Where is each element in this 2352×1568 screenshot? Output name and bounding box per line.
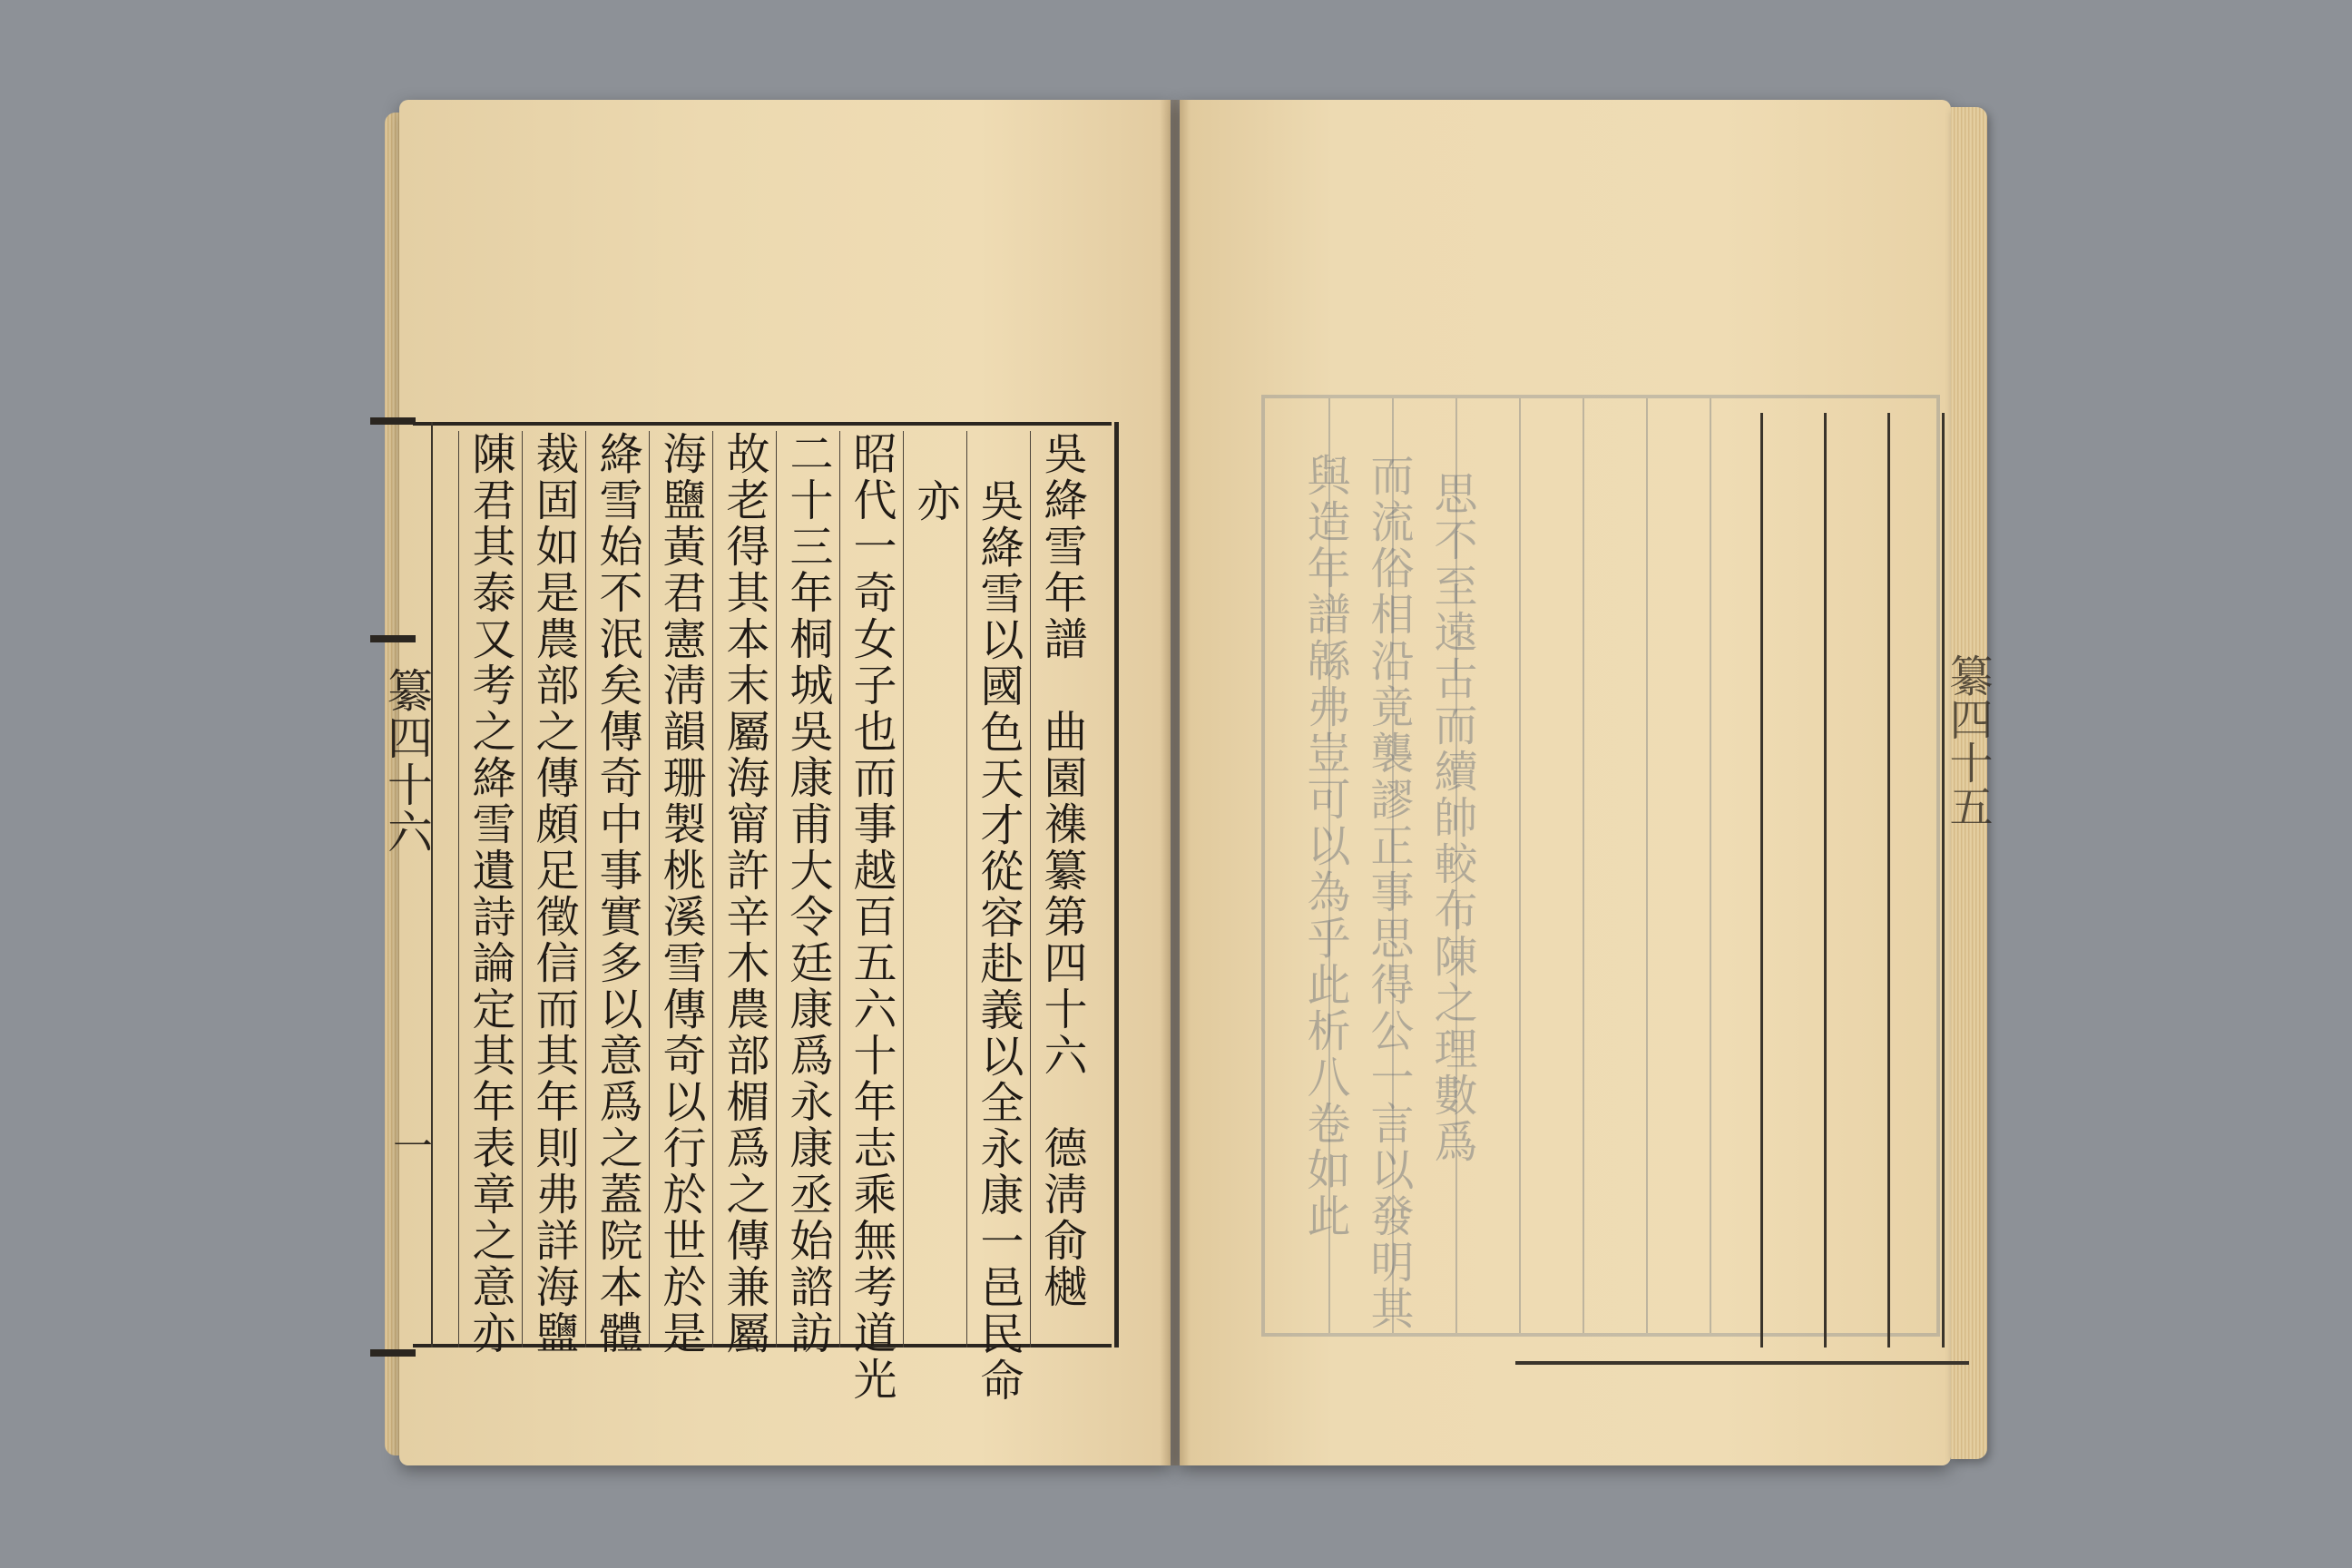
text-column	[903, 431, 964, 1348]
column-text: 海鹽黃君憲淸韻珊製桃溪雪傳奇以行於世於是	[655, 431, 706, 1357]
text-column	[839, 431, 900, 1403]
ghost-rule	[1646, 398, 1648, 1333]
ghost-rule	[1710, 398, 1711, 1333]
column-text: 陳君其泰又考之絳雪遺詩論定其年表章之意亦	[465, 431, 515, 1357]
column-text: 昭代一奇女子也而事越百五六十年志乘無考道光	[846, 431, 897, 1403]
text-column	[649, 431, 710, 1357]
leaf-number: 一	[386, 1125, 432, 1165]
ghost-rule	[1519, 398, 1521, 1333]
column-rule	[1824, 413, 1827, 1348]
column-text: 二十三年桐城吳康甫大令廷康爲永康丞始諮訪	[782, 431, 833, 1357]
column-text: 亦	[909, 478, 960, 524]
frame-right-rule	[1114, 422, 1119, 1348]
text-column	[585, 431, 646, 1357]
right-banxin-title: 纂四十五	[1942, 653, 1993, 828]
column-text: 絳雪始不泯矣傳奇中事實多以意爲之蓋院本體	[592, 431, 642, 1357]
fishtail-mark	[370, 635, 416, 642]
text-column	[712, 431, 773, 1357]
text-column	[458, 431, 519, 1357]
banxin-title: 纂四十六	[380, 667, 433, 856]
banxin-bottom-mark	[370, 1349, 416, 1357]
column-rule	[1887, 413, 1890, 1348]
text-column	[522, 431, 583, 1357]
showthrough-text: 思不至遠古而續帥較布陳之理數爲	[1426, 471, 1477, 1165]
right-page-rules	[1760, 413, 1951, 1348]
column-text: 吳絳雪以國色天才從容赴義以全永康一邑民命	[973, 478, 1024, 1404]
text-column	[1030, 431, 1091, 1348]
right-bottom-rule	[1515, 1361, 1969, 1365]
right-banxin	[1933, 417, 1993, 1361]
text-column	[966, 431, 1027, 1404]
text-column	[776, 431, 837, 1357]
column-text: 吳絳雪年譜 曲園襍纂第四十六 德淸俞樾	[1036, 431, 1087, 1310]
banxin-top-mark	[370, 417, 416, 425]
column-text: 故老得其本末屬海甯許辛木農部楣爲之傳兼屬	[719, 431, 769, 1357]
showthrough-text: 而流俗相沿竟襲謬正事思得公一言以發明其	[1363, 453, 1414, 1332]
showthrough-text: 與造年譜緜弗豈可以為乎此析八卷如此	[1299, 453, 1350, 1240]
text-frame	[413, 422, 1112, 1404]
frame-left-rule	[431, 422, 433, 1348]
ghost-rule	[1583, 398, 1584, 1333]
column-rule	[1760, 413, 1763, 1348]
column-text: 裁固如是農部之傳頗足徵信而其年則弗詳海鹽	[528, 431, 579, 1357]
book-gutter	[1160, 100, 1191, 1465]
